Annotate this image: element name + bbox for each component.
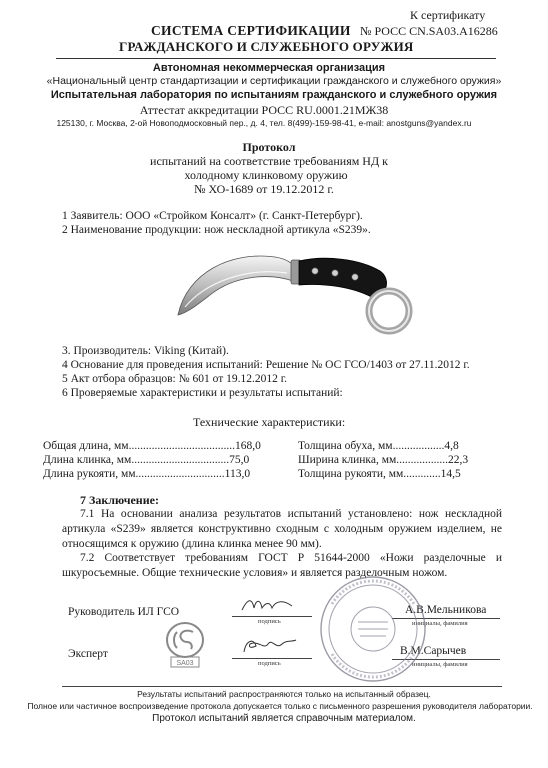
expert-signature-caption: подпись (258, 660, 281, 667)
conclusion-heading: 7 Заключение: (80, 493, 159, 507)
system-title-line1: СИСТЕМА СЕРТИФИКАЦИИ (151, 23, 351, 38)
tech-dots: .................. (392, 440, 445, 452)
footer-line-2: Полное или частичное воспроизведение протокола допускается только с письменного разрешения руководителя лаборатории. (27, 701, 533, 711)
lab-name: Испытательная лаборатория по испытаниям гражданского и служебного оружия (50, 89, 498, 101)
organization-stamp (318, 574, 428, 684)
tech-dots: ............................... (135, 468, 225, 480)
expert-signature-line (232, 658, 312, 659)
item-manufacturer: 3. Производитель: Viking (Китай). (62, 345, 229, 357)
knife-photo (175, 243, 420, 341)
footer-line-3: Протокол испытаний является справочным материалом. (152, 713, 416, 724)
tech-value: 14,5 (440, 468, 461, 480)
item-basis: 4 Основание для проведения испытаний: Решение № ОС ГСО/1403 от 27.11.2012 г. (62, 359, 470, 371)
protocol-number: № ХО-1689 от 19.12.2012 г. (194, 182, 334, 196)
accreditation: Аттестат аккредитации РОСС RU.0001.21МЖ38 (139, 103, 389, 117)
round-stamp-icon (318, 574, 428, 684)
head-signature-line (232, 616, 312, 617)
item-characteristics: 6 Проверяемые характеристики и результаты испытаний: (62, 387, 343, 399)
tech-label: Длина рукояти, мм (43, 468, 136, 480)
tech-value: 168,0 (234, 440, 261, 452)
conclusion-7-1: 7.1 На основании анализа результатов испытаний установлено: нож нескладной артикула «S239» является конструктивно сходным с холодным оружием изделием, не относящимся к оружию (длина клинка менее 90 мм). (62, 508, 502, 550)
tech-right-row-3 (298, 468, 461, 480)
certification-logo (163, 620, 207, 668)
tech-dots: .................. (396, 454, 448, 466)
head-name-caption: инициалы, фамилия (412, 620, 468, 627)
expert-role: Эксперт (68, 648, 108, 660)
expert-name-caption: инициалы, фамилия (412, 661, 468, 668)
footer-line-1: Результаты испытаний распространяются только на испытанный образец. (137, 689, 431, 699)
head-role: Руководитель ИЛ ГСО (68, 606, 180, 618)
tech-right-row-2 (298, 454, 468, 466)
tech-left-row-3 (43, 468, 250, 480)
item-applicant: 1 Заявитель: ООО «Стройком Консалт» (г. Санкт-Петербург). (62, 210, 363, 222)
cert-reference-line2: № РОСС CN.SA03.A16286 (360, 24, 498, 38)
tech-right-row-1 (298, 440, 459, 452)
head-signature (240, 596, 296, 618)
conclusion-7-2: 7.2 Соответствует требованиям ГОСТ Р 51644-2000 «Ножи разделочные и шкуросъемные. Общие технические условия» и является разделочным ножом. (62, 552, 502, 579)
org-type: Автономная некоммерческая организация (152, 62, 386, 74)
footer-divider (62, 686, 502, 687)
signature-scribble (240, 636, 300, 656)
logo-text: SA03 (176, 660, 194, 667)
expert-name: В.М.Сарычев (400, 645, 467, 657)
tech-value: 4,8 (444, 440, 459, 452)
item-sampling-act: 5 Акт отбора образцов: № 601 от 19.12.2012 г. (62, 373, 288, 385)
expert-signature (240, 636, 300, 660)
tech-dots: .................................. (131, 454, 230, 466)
tech-value: 113,0 (224, 468, 251, 480)
tech-label: Толщина рукояти, мм (298, 468, 404, 480)
tech-dots: ..................................... (128, 440, 235, 452)
tech-label: Толщина обуха, мм (298, 440, 393, 452)
protocol-subtitle-line1: испытаний на соответствие требованиям НД к (150, 154, 388, 168)
protocol-subtitle-line2: холодному клинковому оружию (184, 168, 348, 182)
lab-address: 125130, г. Москва, 2-ой Новоподмосковный пер., д. 4, тел. 8(499)-159-98-41, e-mail: anostguns@yandex.ru (56, 118, 472, 128)
tech-label: Ширина клинка, мм (298, 454, 397, 466)
head-signature-caption: подпись (258, 618, 281, 625)
tech-value: 75,0 (229, 454, 250, 466)
org-name: «Национальный центр стандартизации и сертификации гражданского и служебного оружия» (46, 75, 502, 87)
tech-value: 22,3 (448, 454, 469, 466)
signature-scribble (240, 596, 296, 614)
cert-reference-line1: К сертификату (410, 8, 486, 22)
system-title-line2: ГРАЖДАНСКОГО И СЛУЖЕБНОГО ОРУЖИЯ (119, 39, 414, 54)
protocol-title: Протокол (242, 140, 296, 154)
header-divider (56, 58, 496, 59)
tech-heading: Технические характеристики: (193, 415, 346, 429)
tech-left-row-1 (43, 440, 261, 452)
karambit-knife-image (175, 243, 420, 341)
tech-label: Длина клинка, мм (43, 454, 132, 466)
tech-dots: ............. (403, 468, 441, 480)
item-product-name: 2 Наименование продукции: нож нескладной артикула «S239». (62, 224, 371, 236)
head-name: А.В.Мельникова (405, 604, 487, 616)
tech-label: Общая длина, мм (43, 440, 129, 452)
rostest-logo-icon (163, 620, 207, 668)
tech-left-row-2 (43, 454, 249, 466)
